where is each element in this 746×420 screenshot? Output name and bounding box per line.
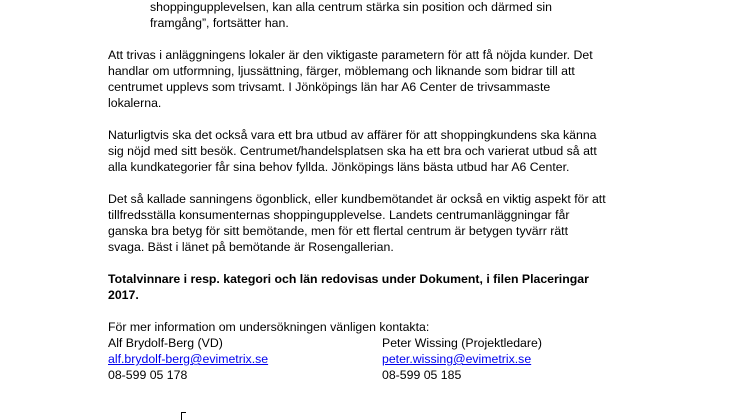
paragraph-line: centrumet upplevs som trivsamt. I Jönköpings län har A6 Center de trivsammaste: [108, 80, 551, 94]
quote-line: framgång”, fortsätter han.: [150, 16, 289, 30]
paragraph-line: Att trivas i anläggningens lokaler är den viktigaste parametern för att få nöjda kunder. Det: [108, 48, 593, 62]
paragraph-line: Naturligtvis ska det också vara ett bra utbud av affärer för att shoppingkundens ska känna: [108, 128, 597, 142]
contact-project-lead: [382, 335, 542, 383]
contact-phone: 08-599 05 185: [382, 368, 462, 382]
document-page: [108, 0, 648, 399]
contact-list: [108, 335, 648, 399]
paragraph-selection: [108, 127, 648, 175]
contact-email-link[interactable]: alf.brydolf-berg@evimetrix.se: [108, 352, 269, 366]
bold-note-line: Totalvinnare i resp. kategori och län redovisas under Dokument, i filen Placeringar: [108, 272, 589, 286]
paragraph-line: ganska bra betyg för sitt bemötande, men för ett flertal centrum är betygen tyvärr rätt: [108, 224, 568, 238]
contact-phone: 08-599 05 178: [108, 368, 188, 382]
paragraph-line: lokalerna.: [108, 96, 162, 110]
quote-line: shoppingupplevelsen, kan alla centrum stärka sin position och därmed sin: [150, 0, 552, 14]
contact-ceo: [108, 335, 268, 383]
paragraph-line: Det så kallade sanningens ögonblick, eller kundbemötandet är också en viktig aspekt för att: [108, 192, 606, 206]
contact-email-link[interactable]: peter.wissing@evimetrix.se: [382, 352, 532, 366]
paragraph-ambience: [108, 47, 648, 111]
paragraph-line: alla kundkategorier får sina behov fyllda. Jönköpings läns bästa utbud har A6 Center.: [108, 160, 570, 174]
paragraph-service: [108, 191, 648, 255]
contact-intro: För mer information om undersökningen vänligen kontakta:: [108, 320, 430, 334]
paragraph-line: tillfredsställa konsumenternas shoppingupplevelse. Landets centrumanläggningar får: [108, 208, 570, 222]
bold-note-line: 2017.: [108, 288, 139, 302]
bold-note: [108, 271, 648, 303]
paragraph-line: handlar om utformning, ljussättning, färger, möblemang och liknande som bidrar till att: [108, 64, 575, 78]
contact-name: Peter Wissing (Projektledare): [382, 336, 542, 350]
paragraph-line: sig nöjd med sitt besök. Centrumet/handelsplatsen ska ha ett bra och varierat utbud så att: [108, 144, 597, 158]
paragraph-line: svaga. Bäst i länet på bemötande är Rosengallerian.: [108, 240, 394, 254]
contact-name: Alf Brydolf-Berg (VD): [108, 336, 223, 350]
quote-block: [150, 0, 648, 31]
